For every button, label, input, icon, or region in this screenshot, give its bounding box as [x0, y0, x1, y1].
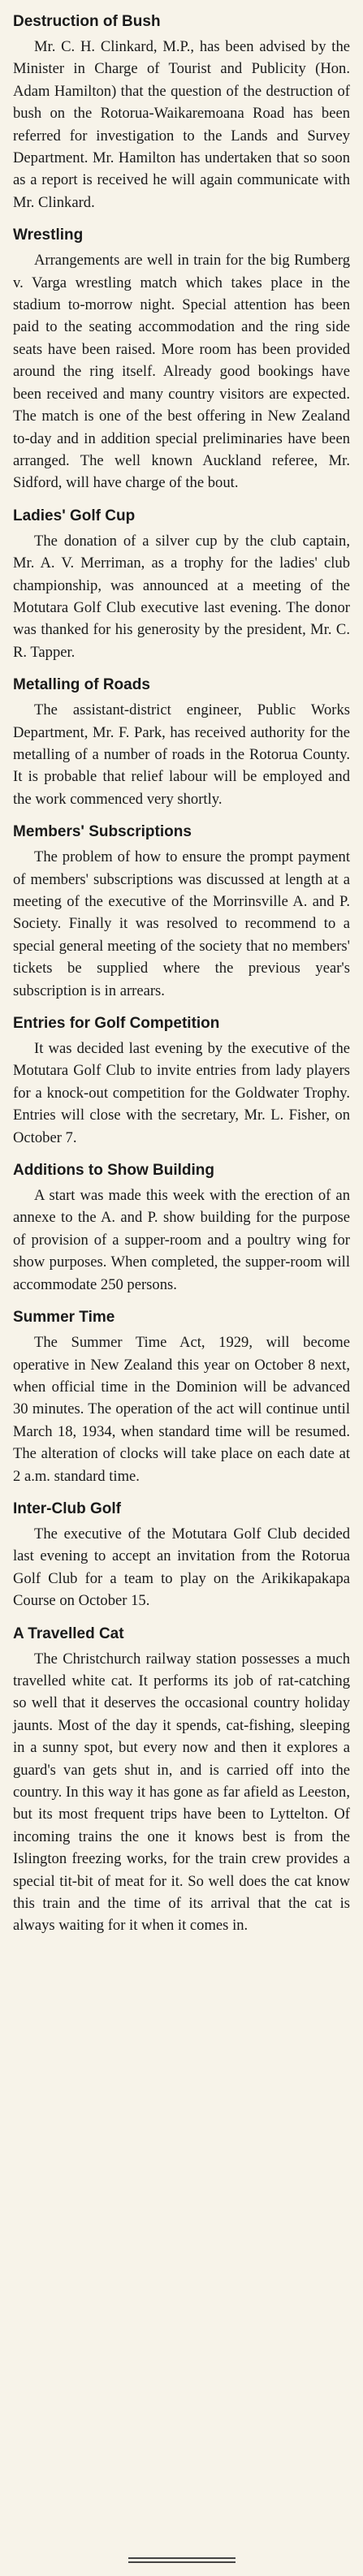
- article-entries-for-golf-competition: [13, 1013, 350, 1149]
- article-ladies-golf-cup: [13, 506, 350, 663]
- article-members-subscriptions: [13, 822, 350, 1002]
- article-body: The problem of how to ensure the prompt payment of members' subscriptions was discussed at length at a meeting of the executive of the Morrinsville A. and P. Society. Finally it was resolved to recommend to a special general meeting of the society that no members' tickets be supplied where the previous year's subscription is in arrears.: [13, 848, 350, 999]
- article-inter-club-golf: [13, 1499, 350, 1612]
- article-body: A start was made this week with the erection of an annexe to the A. and P. show building for the purpose of provision of a supper-room and a poultry wing for show purposes. When completed, the supper-room will accommodate 250 persons.: [13, 1187, 350, 1293]
- article-heading: Entries for Golf Competition: [13, 1015, 220, 1033]
- article-heading: Inter-Club Golf: [13, 1499, 121, 1517]
- article-destruction-of-bush: [13, 11, 350, 214]
- article-wrestling: [13, 225, 350, 494]
- column-end-rule: [128, 2561, 236, 2563]
- column-end-rule: [128, 2557, 236, 2559]
- article-body: The Summer Time Act, 1929, will become operative in New Zealand this year on October 8 next, when official time in the Dominion will be advanced 30 minutes. The operation of the act will continue until March 18, 1934, when standard time will be resumed. The alteration of clocks will take place on each date at 2 a.m. standard time.: [13, 1334, 350, 1485]
- article-body: The donation of a silver cup by the club captain, Mr. A. V. Merriman, as a trophy for the ladies' club championship, was announced at a meeting of the Motutara Golf Club executive last evening. The donor was thanked for his generosity by the president, Mr. C. R. Tapper.: [13, 532, 350, 661]
- article-body: Mr. C. H. Clinkard, M.P., has been advised by the Minister in Charge of Tourist and Publicity (Hon. Adam Hamilton) that the question of the destruction of bush on the Rotorua-Waikaremoana Road has been referred for investigation to the Lands and Survey Department. Mr. Hamilton has undertaken that so soon as a report is received he will again communicate with Mr. Clinkard.: [13, 38, 350, 211]
- article-heading: Destruction of Bush: [13, 13, 161, 30]
- article-heading: Additions to Show Building: [13, 1162, 215, 1180]
- article-heading: Ladies' Golf Cup: [13, 507, 136, 524]
- article-metalling-of-roads: [13, 675, 350, 810]
- article-heading: Members' Subscriptions: [13, 823, 192, 841]
- article-summer-time: [13, 1307, 350, 1487]
- article-heading: Metalling of Roads: [13, 676, 150, 694]
- article-heading: Wrestling: [13, 227, 84, 244]
- article-a-travelled-cat: [13, 1624, 350, 1937]
- article-body: The executive of the Motutara Golf Club decided last evening to accept an invitation from the Rotorua Golf Club for a team to play on the Arikikapakapa Course on October 15.: [13, 1525, 350, 1610]
- article-body: It was decided last evening by the executive of the Motutara Golf Club to invite entries from lady players for a knock-out competition for the Goldwater Trophy. Entries will close with the secretary, Mr. L. Fisher, on October 7.: [13, 1040, 350, 1146]
- article-body: The assistant-district engineer, Public Works Department, Mr. F. Park, has received authority for the metalling of a number of roads in the Rotorua County. It is probable that relief labour will be employed and the work commenced very shortly.: [13, 701, 350, 808]
- article-heading: A Travelled Cat: [13, 1625, 124, 1642]
- article-body: Arrangements are well in train for the big Rumberg v. Varga wrestling match which takes place in the stadium to-morrow night. Special attention has been paid to the seating accommodation and the ring side seats have been raised. More room has been provided around the ring itself. Already good bookings have been received and many country visitors are expected. The match is one of the best offering in New Zealand to-day and in addition special preliminaries have been arranged. The well known Auckland referee, Mr. Sidford, will have charge of the bout.: [13, 252, 350, 492]
- article-additions-to-show-building: [13, 1160, 350, 1296]
- article-body: The Christchurch railway station possesses a much travelled white cat. It performs its job of rat-catching so well that it deserves the occasional country holiday jaunts. Most of the day it spends, cat-fishing, sleeping in a sunny spot, but every now and then it explores a guard's van gets shut in, and is carried off into the country. In this way it has gone as far afield as Leeston, but its most frequent trips have been to Lyttelton. Of incoming trains the one it knows best is from the Islington freezing works, for the train crew provides a special tit-bit of meat for it. So well does the cat know this train and the time of its arrival that the cat is always waiting for it when it comes in.: [13, 1650, 350, 1935]
- article-heading: Summer Time: [13, 1309, 115, 1327]
